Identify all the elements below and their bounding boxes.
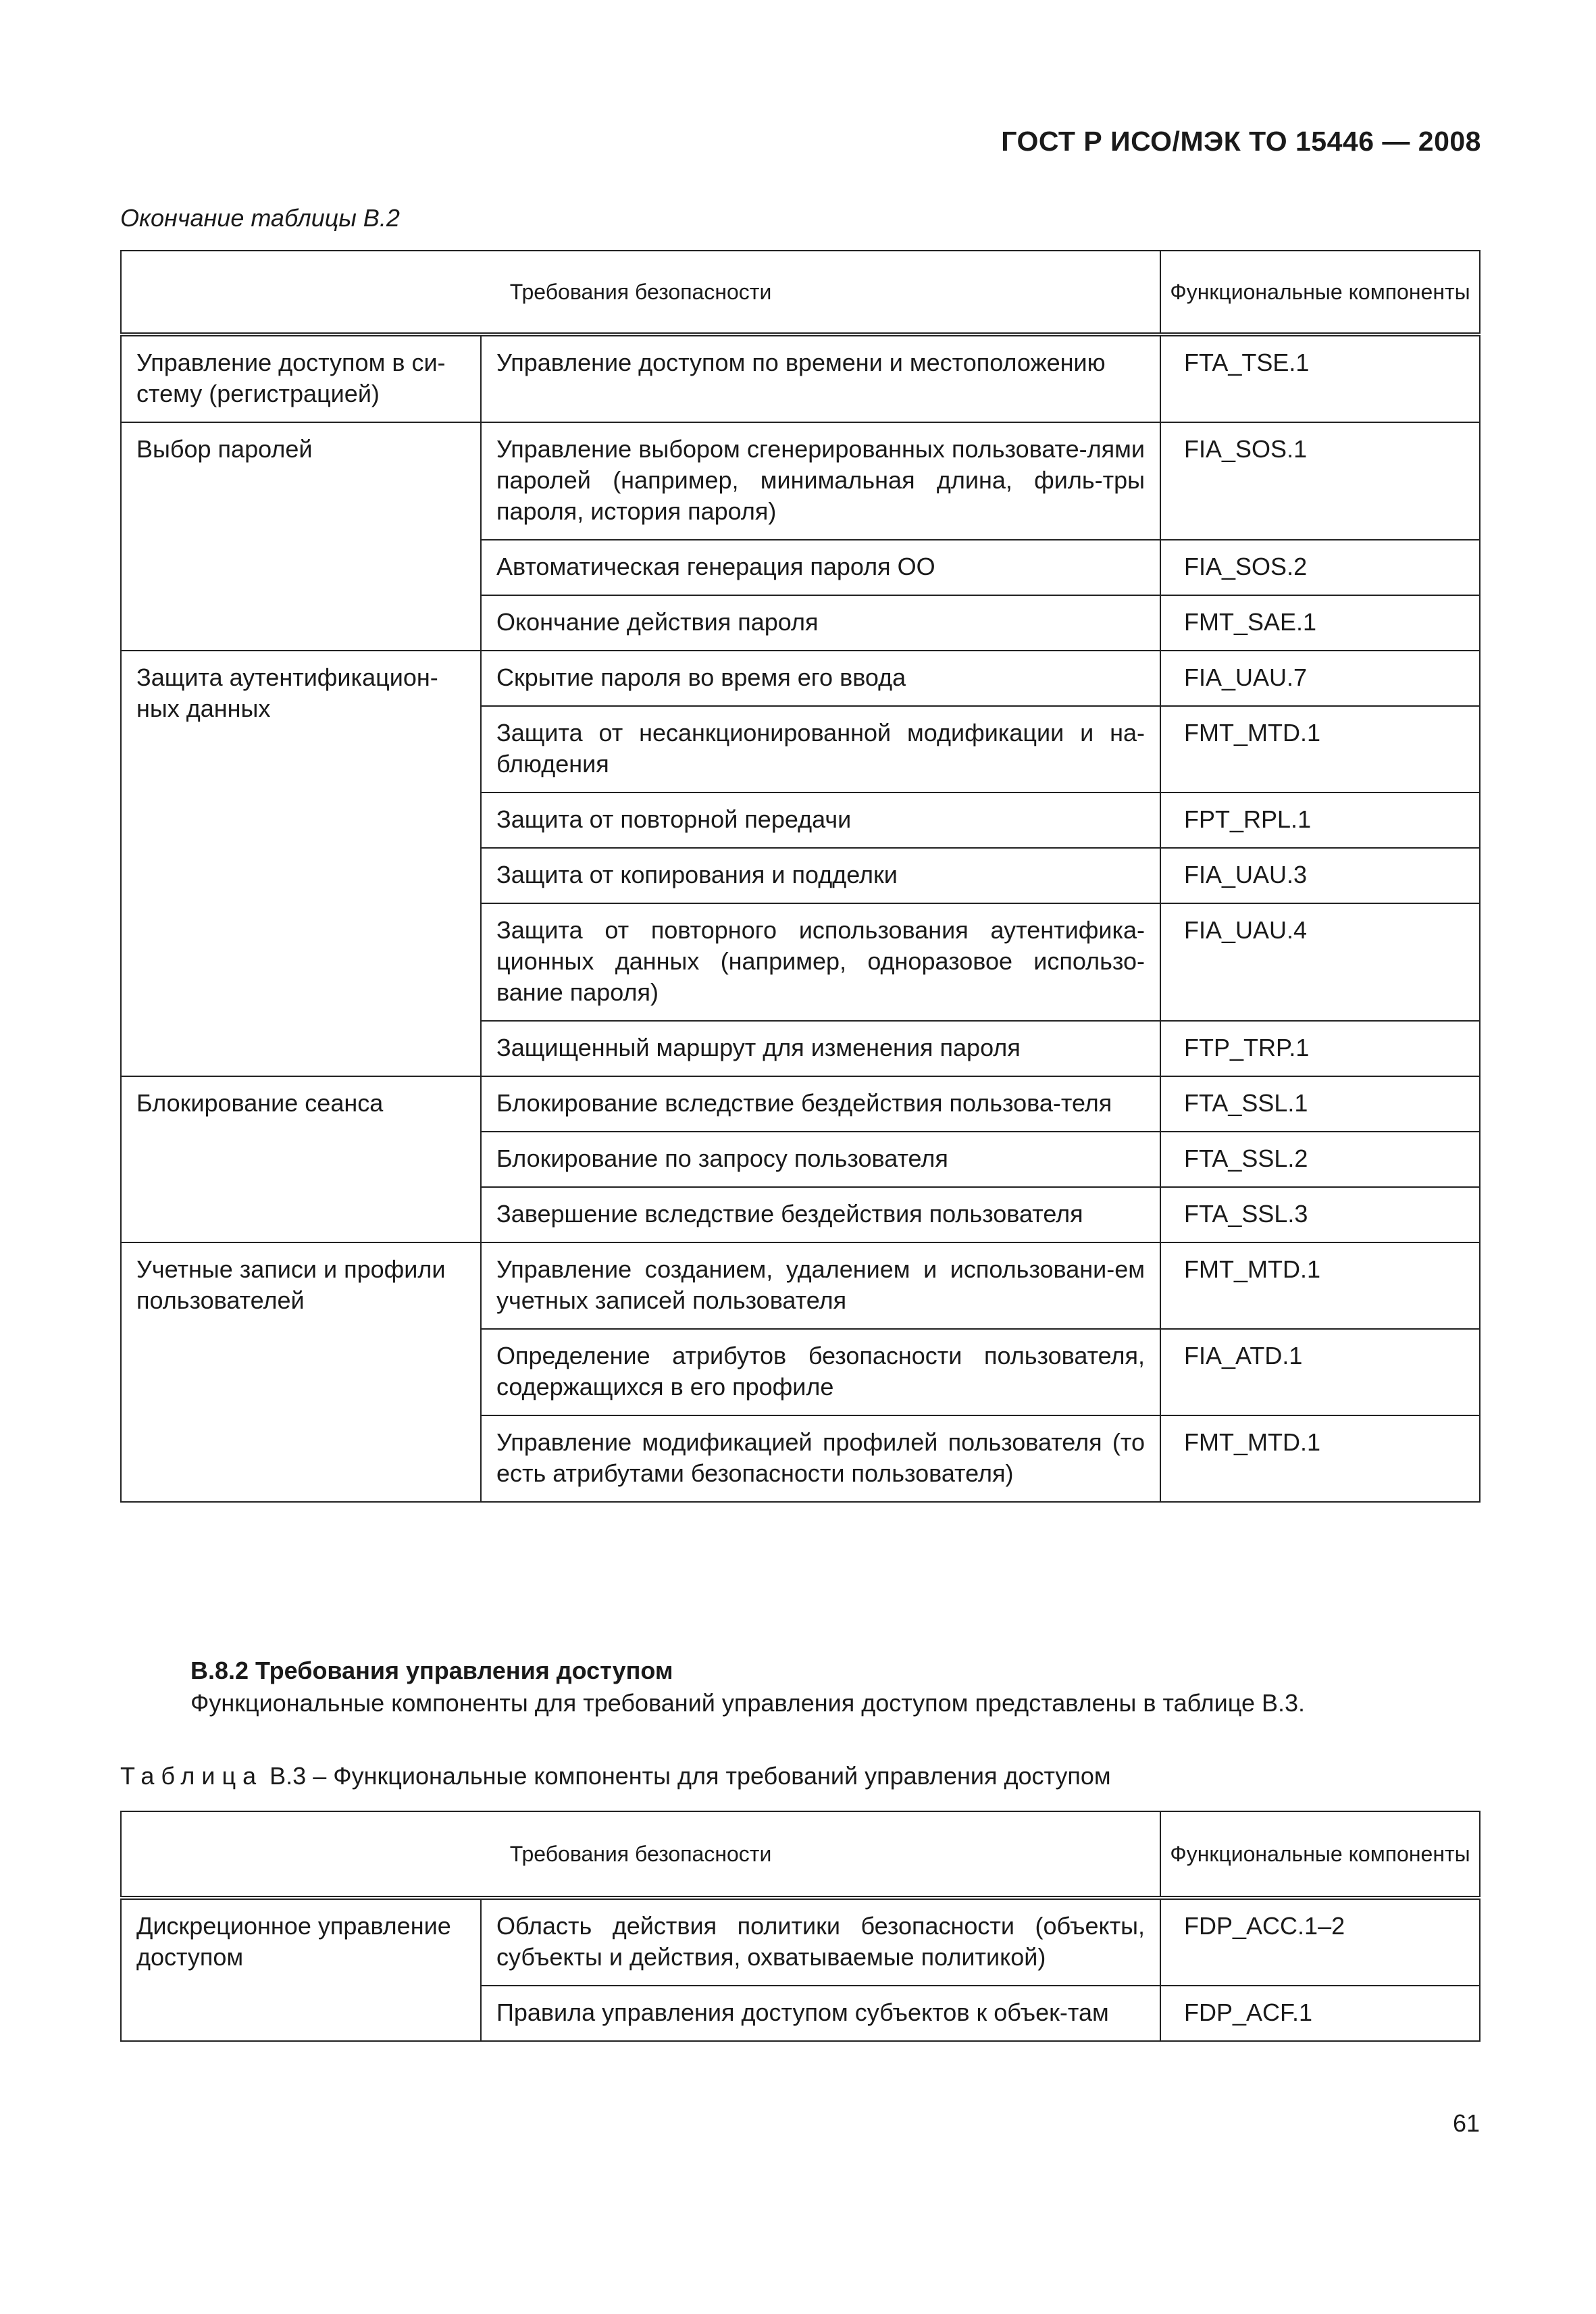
component-cell: FIA_UAU.3 — [1160, 848, 1480, 903]
requirement-cell: Определение атрибутов безопасности пользователя, содержащихся в его профиле — [481, 1329, 1160, 1415]
requirement-cell: Автоматическая генерация пароля ОО — [481, 540, 1160, 595]
component-cell: FIA_SOS.2 — [1160, 540, 1480, 595]
component-cell: FIA_UAU.7 — [1160, 651, 1480, 706]
table-row — [121, 422, 1480, 540]
requirement-cell: Защищенный маршрут для изменения пароля — [481, 1021, 1160, 1076]
requirements-table-b3 — [120, 1811, 1481, 2042]
component-cell: FPT_RPL.1 — [1160, 793, 1480, 848]
requirement-cell: Управление созданием, удалением и использовани-ем учетных записей пользователя — [481, 1242, 1160, 1329]
component-cell: FIA_UAU.4 — [1160, 903, 1480, 1021]
component-cell: FDP_ACF.1 — [1160, 1986, 1480, 2041]
section-title: В.8.2 Требования управления доступом — [190, 1657, 673, 1684]
table-caption-prefix: Таблица — [120, 1762, 263, 1790]
component-cell: FMT_MTD.1 — [1160, 1242, 1480, 1329]
table-row — [121, 1242, 1480, 1329]
requirement-group-cell: Учетные записи и профили пользователей — [121, 1242, 481, 1502]
table-row — [121, 334, 1480, 422]
component-cell: FTA_SSL.2 — [1160, 1132, 1480, 1187]
requirement-cell: Завершение вследствие бездействия пользователя — [481, 1187, 1160, 1242]
requirement-cell: Управление модификацией профилей пользователя (то есть атрибутами безопасности пользователя) — [481, 1415, 1160, 1502]
component-cell: FIA_ATD.1 — [1160, 1329, 1480, 1415]
component-cell: FMT_MTD.1 — [1160, 1415, 1480, 1502]
requirement-cell: Окончание действия пароля — [481, 595, 1160, 651]
component-cell: FTA_TSE.1 — [1160, 334, 1480, 422]
requirement-group-cell: Защита аутентификацион-ных данных — [121, 651, 481, 1076]
page-number: 61 — [1452, 2109, 1480, 2137]
requirement-cell: Область действия политики безопасности (объекты, субъекты и действия, охватываемые политикой) — [481, 1898, 1160, 1986]
requirement-group-cell: Выбор паролей — [121, 422, 481, 651]
component-cell: FTA_SSL.3 — [1160, 1187, 1480, 1242]
requirement-cell: Защита от несанкционированной модификации и на-блюдения — [481, 706, 1160, 793]
requirement-group-cell: Блокирование сеанса — [121, 1076, 481, 1242]
column-header-components: Функциональные компоненты — [1160, 251, 1480, 334]
component-cell: FMT_SAE.1 — [1160, 595, 1480, 651]
table-caption-text: В.3 – Функциональные компоненты для требований управления доступом — [263, 1762, 1111, 1790]
table-b3-caption — [120, 1762, 1111, 1790]
table-row — [121, 1076, 1480, 1132]
requirements-table-b2 — [120, 250, 1481, 1503]
component-cell: FDP_ACC.1–2 — [1160, 1898, 1480, 1986]
table-row — [121, 1898, 1480, 1986]
section-text: Функциональные компоненты для требований управления доступом представлены в таблице В.3. — [190, 1689, 1306, 1717]
requirement-cell: Блокирование вследствие бездействия пользова-теля — [481, 1076, 1160, 1132]
requirement-cell: Блокирование по запросу пользователя — [481, 1132, 1160, 1187]
requirement-cell: Защита от повторной передачи — [481, 793, 1160, 848]
component-cell: FTA_SSL.1 — [1160, 1076, 1480, 1132]
requirement-cell: Защита от копирования и подделки — [481, 848, 1160, 903]
requirement-group-cell: Дискреционное управление доступом — [121, 1898, 481, 2041]
requirement-cell: Правила управления доступом субъектов к объек-там — [481, 1986, 1160, 2041]
requirement-group-cell: Управление доступом в си-стему (регистрацией) — [121, 334, 481, 422]
component-cell: FIA_SOS.1 — [1160, 422, 1480, 540]
component-cell: FTP_TRP.1 — [1160, 1021, 1480, 1076]
table-row — [121, 651, 1480, 706]
requirement-cell: Управление выбором сгенерированных пользовате-лями паролей (например, минимальная длина, филь-тры пароля, история пароля) — [481, 422, 1160, 540]
document-header: ГОСТ Р ИСО/МЭК ТО 15446 — 2008 — [1001, 126, 1481, 157]
requirement-cell: Управление доступом по времени и местоположению — [481, 334, 1160, 422]
component-cell: FMT_MTD.1 — [1160, 706, 1480, 793]
column-header-requirements: Требования безопасности — [121, 1811, 1160, 1898]
requirement-cell: Скрытие пароля во время его ввода — [481, 651, 1160, 706]
table-continuation-caption: Окончание таблицы В.2 — [120, 204, 400, 232]
column-header-components: Функциональные компоненты — [1160, 1811, 1480, 1898]
column-header-requirements: Требования безопасности — [121, 251, 1160, 334]
requirement-cell: Защита от повторного использования аутентифика-ционных данных (например, одноразовое использо-вание пароля) — [481, 903, 1160, 1021]
